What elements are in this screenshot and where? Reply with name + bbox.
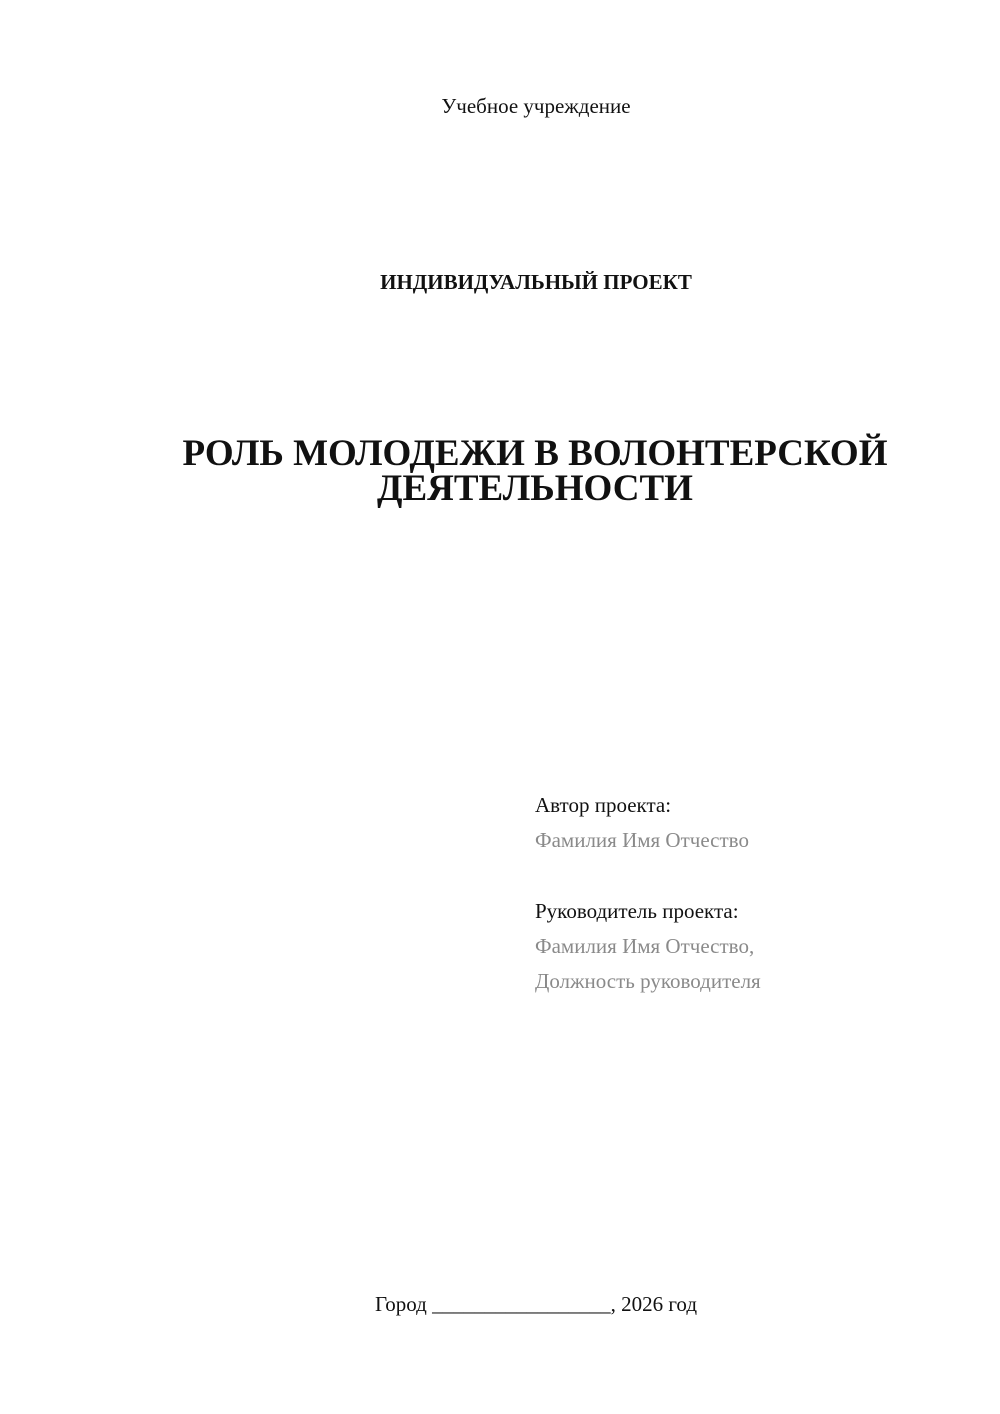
year-text: , 2026 год [610, 1292, 698, 1316]
city-blank-line: _________________ [432, 1292, 611, 1316]
city-year-line [0, 1290, 1000, 1318]
city-label: Город [374, 1292, 427, 1316]
document-title-line: РОЛЬ МОЛОДЕЖИ В ВОЛОНТЕРСКОЙ [182, 433, 888, 474]
supervisor-label: Руководитель проекта: [535, 899, 739, 923]
document-title [120, 433, 950, 509]
author-label: Автор проекта: [535, 793, 672, 817]
author-name: Фамилия Имя Отчество [535, 828, 749, 852]
document-type: ИНДИВИДУАЛЬНЫЙ ПРОЕКТ [380, 270, 692, 294]
document-title-line: ДЕЯТЕЛЬНОСТИ [377, 468, 693, 509]
supervisor-name: Фамилия Имя Отчество, [535, 934, 755, 958]
spacer [535, 858, 965, 894]
supervisor-position: Должность руководителя [535, 969, 761, 993]
institution-name: Учебное учреждение [441, 94, 631, 118]
authors-block [535, 788, 965, 999]
